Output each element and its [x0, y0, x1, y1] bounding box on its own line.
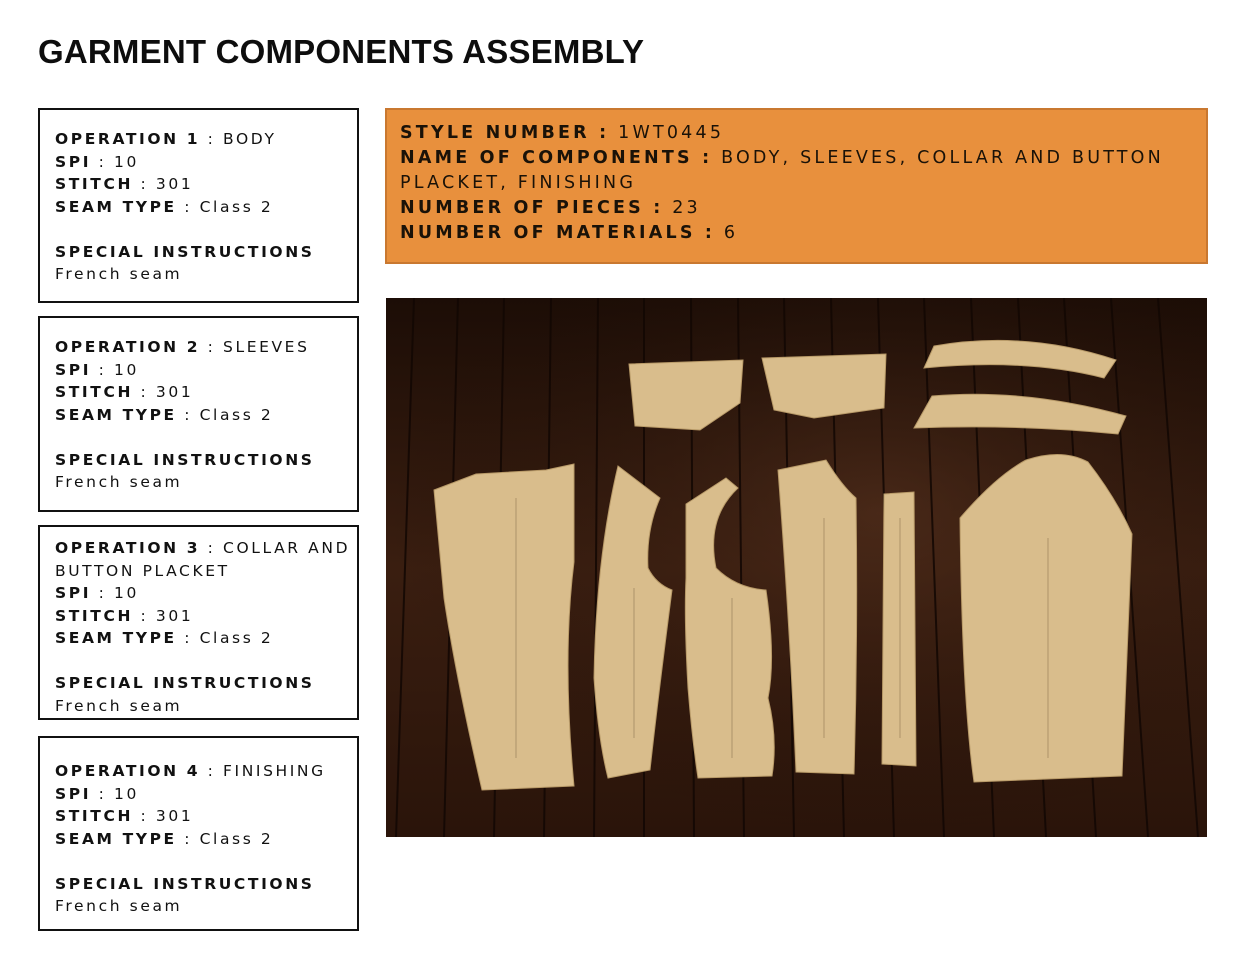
operation-label: OPERATION 2 — [55, 338, 201, 356]
operation-card-2: OPERATION 2 : SLEEVES SPI : 10 STITCH : 301 SEAM TYPE : Class 2 SPECIAL INSTRUCTIONS French seam — [38, 316, 359, 512]
spi-label: SPI — [55, 584, 92, 602]
pattern-pieces-illustration — [386, 298, 1207, 837]
separator: : — [200, 762, 224, 780]
seam-type-label: SEAM TYPE — [55, 405, 177, 424]
components-value: BODY, SLEEVES, COLLAR AND BUTTON PLACKET, FINISHING — [400, 148, 1164, 193]
stitch-value: 301 — [155, 383, 194, 401]
special-instructions-value: French seam — [55, 897, 183, 915]
special-instructions-label: SPECIAL INSTRUCTIONS — [55, 242, 315, 261]
pattern-pieces-photo — [386, 298, 1207, 837]
seam-type-value: Class 2 — [199, 829, 274, 848]
stitch-label: STITCH — [55, 807, 134, 825]
spi-value: 10 — [113, 784, 139, 803]
spi-value: 10 — [113, 152, 139, 171]
spi-value: 10 — [113, 584, 139, 602]
special-instructions-value: French seam — [55, 696, 183, 715]
operation-name: FINISHING — [223, 762, 326, 780]
seam-type-label: SEAM TYPE — [55, 829, 177, 848]
separator: : — [200, 130, 224, 148]
pieces-value: 23 — [672, 198, 701, 218]
style-number-label: STYLE NUMBER : — [400, 123, 610, 143]
stitch-value: 301 — [155, 807, 194, 825]
materials-label: NUMBER OF MATERIALS : — [400, 223, 716, 243]
special-instructions-label: SPECIAL INSTRUCTIONS — [55, 674, 315, 692]
special-instructions-label: SPECIAL INSTRUCTIONS — [55, 450, 315, 469]
operation-name: SLEEVES — [223, 338, 310, 356]
stitch-value: 301 — [155, 606, 194, 625]
operation-name: BODY — [223, 130, 277, 148]
seam-type-value: Class 2 — [199, 405, 274, 424]
separator: : — [200, 338, 224, 356]
materials-value: 6 — [723, 223, 739, 243]
seam-type-label: SEAM TYPE — [55, 629, 177, 647]
separator: : — [200, 539, 224, 557]
spi-value: 10 — [113, 360, 139, 379]
operation-card-4: OPERATION 4 : FINISHING SPI : 10 STITCH : 301 SEAM TYPE : Class 2 SPECIAL INSTRUCTIONS French seam — [38, 736, 359, 931]
operation-name: COLLAR AND BUTTON PLACKET — [55, 539, 351, 580]
special-instructions-label: SPECIAL INSTRUCTIONS — [55, 874, 315, 893]
pattern-piece-sleeve — [960, 454, 1132, 782]
pattern-piece-yoke-right — [762, 354, 886, 418]
spi-label: SPI — [55, 152, 92, 171]
special-instructions-value: French seam — [55, 265, 183, 283]
operation-card-1: OPERATION 1 : BODY SPI : 10 STITCH : 301 SEAM TYPE : Class 2 SPECIAL INSTRUCTIONS French seam — [38, 108, 359, 303]
seam-type-label: SEAM TYPE — [55, 197, 177, 216]
style-number-value: 1WT0445 — [618, 123, 725, 143]
stitch-label: STITCH — [55, 606, 134, 625]
spi-label: SPI — [55, 784, 92, 803]
stitch-label: STITCH — [55, 383, 134, 401]
operation-card-3: OPERATION 3 : COLLAR AND BUTTON PLACKET SPI : 10 STITCH : 301 SEAM TYPE : Class 2 SPECIAL INSTRUCTIONS French seam — [38, 525, 359, 720]
components-label: NAME OF COMPONENTS : — [400, 148, 713, 168]
page-title: GARMENT COMPONENTS ASSEMBLY — [38, 33, 645, 70]
stitch-value: 301 — [155, 175, 194, 193]
operation-label: OPERATION 4 — [55, 762, 201, 780]
seam-type-value: Class 2 — [199, 197, 274, 216]
spi-label: SPI — [55, 360, 92, 379]
pattern-piece-placket — [882, 492, 916, 766]
special-instructions-value: French seam — [55, 473, 183, 491]
pieces-label: NUMBER OF PIECES : — [400, 198, 664, 218]
seam-type-value: Class 2 — [199, 629, 274, 647]
stitch-label: STITCH — [55, 175, 134, 193]
operation-label: OPERATION 1 — [55, 130, 201, 148]
operation-label: OPERATION 3 — [55, 539, 201, 557]
style-info-box — [385, 108, 1208, 264]
